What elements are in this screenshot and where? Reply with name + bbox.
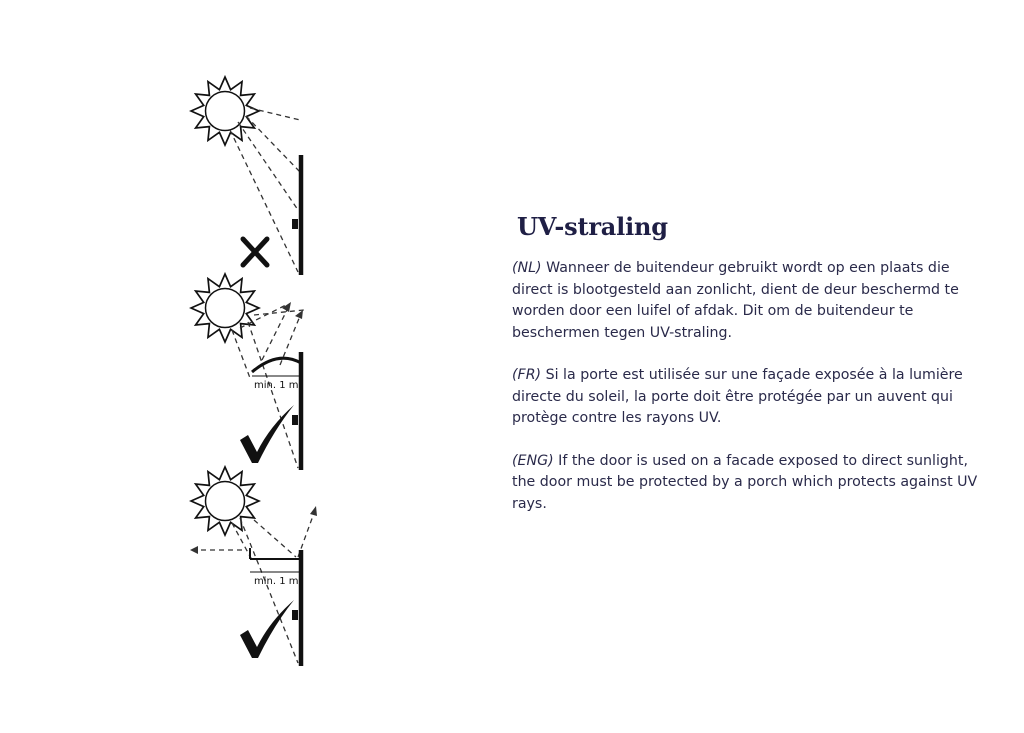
paragraph-fr xyxy=(512,365,982,430)
lang-tag-nl: (NL) xyxy=(512,260,542,276)
door-handle xyxy=(292,610,298,620)
panel-unprotected xyxy=(191,77,301,275)
paragraph-nl xyxy=(512,258,982,344)
lang-tag-fr: (FR) xyxy=(512,367,542,383)
sun-icon xyxy=(191,77,259,145)
paragraph-eng xyxy=(512,451,982,516)
uv-protection-diagram xyxy=(170,60,340,675)
door-wall xyxy=(292,352,301,470)
sun-icon xyxy=(191,274,259,342)
door-handle xyxy=(292,219,298,229)
panel-curved-canopy xyxy=(191,274,304,470)
paragraph-text-eng: If the door is used on a facade exposed to direct sunlight, the door must be protected by a porch which protects against UV rays. xyxy=(512,452,978,512)
reflection-arrows xyxy=(262,302,303,365)
panel-flat-porch xyxy=(190,467,317,666)
door-handle xyxy=(292,415,298,425)
overhang-label: min. 1 m xyxy=(254,576,299,587)
page-title: UV-straling xyxy=(517,212,668,241)
checkmark-icon xyxy=(240,600,294,658)
door-wall xyxy=(292,550,301,666)
door-wall xyxy=(292,155,301,275)
overhang-label: min. 1 m xyxy=(254,380,299,391)
paragraph-text-fr: Si la porte est utilisée sur une façade exposée à la lumière directe du soleil, la porte doit être protégée par un auvent qui protège contre les rayons UV. xyxy=(512,367,963,426)
sun-icon xyxy=(191,467,259,535)
paragraph-text-nl: Wanneer de buitendeur gebruikt wordt op een plaats die direct is blootgesteld aan zonlicht, dient de deur beschermd te worden door een luifel of afdak. Dit om de buitendeur te beschermen tegen UV-straling. xyxy=(512,260,959,341)
curved-canopy xyxy=(252,358,301,372)
info-panel xyxy=(512,212,982,536)
cross-icon xyxy=(243,239,267,265)
lang-tag-eng: (ENG) xyxy=(512,452,554,469)
